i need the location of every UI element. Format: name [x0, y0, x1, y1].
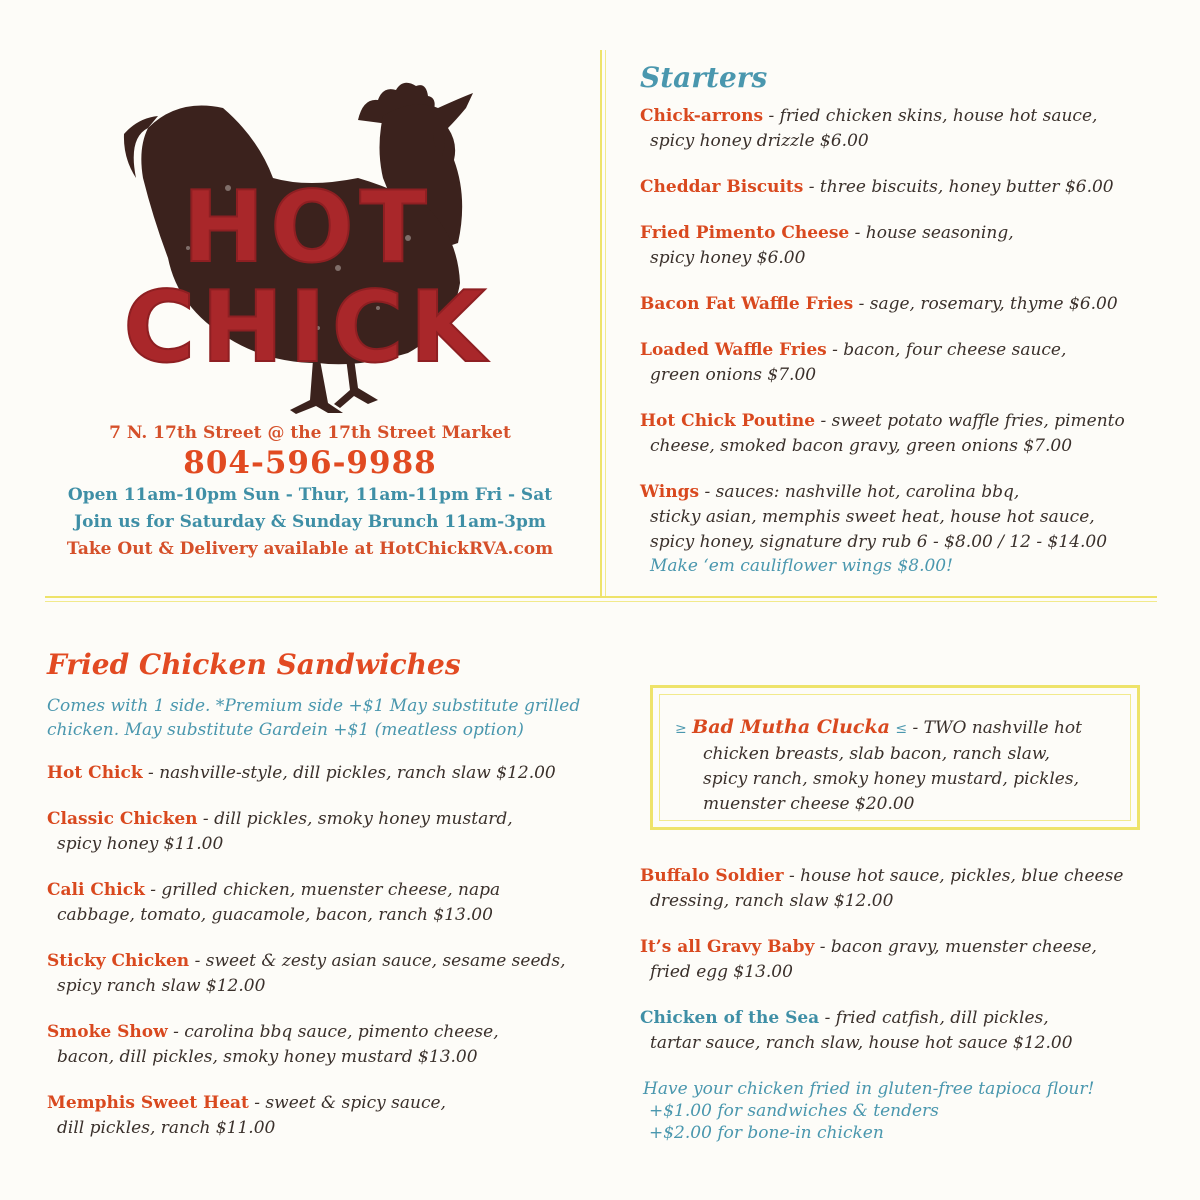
item-desc: cabbage, tomato, guacamole, bacon, ranch $13.00: [57, 905, 493, 925]
item-name: Hot Chick Poutine: [640, 411, 816, 431]
item-name: Smoke Show: [47, 1022, 168, 1042]
item-desc: dressing, ranch slaw $12.00: [650, 891, 894, 911]
opening-hours: Open 11am-10pm Sun - Thur, 11am-11pm Fri - Sat: [67, 485, 553, 505]
item-desc: green onions $7.00: [650, 365, 817, 385]
list-item: [640, 935, 1180, 985]
item-name: Fried Pimento Cheese: [640, 223, 850, 243]
list-item: [640, 864, 1180, 914]
item-desc: - fried chicken skins, house hot sauce,: [763, 106, 1098, 126]
item-desc: chicken breasts, slab bacon, ranch slaw,: [703, 744, 1050, 764]
item-desc: - TWO nashville hot: [907, 718, 1082, 738]
item-name: Buffalo Soldier: [640, 866, 784, 886]
item-desc: spicy honey $6.00: [650, 248, 806, 268]
phone-number: 804-596-9988: [183, 445, 437, 481]
burst-left-icon: ≥: [675, 721, 687, 737]
gluten-free-note: [643, 1078, 1183, 1144]
item-desc: spicy ranch, smoky honey mustard, pickles,: [703, 769, 1079, 789]
item-desc: spicy honey drizzle $6.00: [650, 131, 869, 151]
vertical-divider: [600, 50, 602, 598]
item-desc: sticky asian, memphis sweet heat, house hot sauce,: [650, 507, 1095, 527]
starters-list: [640, 104, 1170, 598]
list-item: [47, 807, 612, 857]
item-desc: - house seasoning,: [849, 223, 1014, 243]
item-name: Sticky Chicken: [47, 951, 190, 971]
contact-info: [40, 422, 580, 563]
item-desc: - sweet & spicy sauce,: [248, 1093, 446, 1113]
item-name: Cali Chick: [47, 880, 145, 900]
item-desc: - three biscuits, honey butter $6.00: [803, 177, 1114, 197]
address: 7 N. 17th Street @ the 17th Street Market: [109, 423, 511, 443]
vertical-divider-inner: [605, 50, 606, 598]
item-name: Classic Chicken: [47, 809, 198, 829]
gluten-line: Have your chicken fried in gluten-free tapioca flour!: [643, 1079, 1095, 1099]
takeout-info: Take Out & Delivery available at HotChickRVA.com: [66, 539, 554, 559]
list-item: [640, 292, 1170, 317]
item-desc: spicy honey, signature dry rub 6 - $8.00 / 12 - $14.00: [650, 532, 1108, 552]
item-desc: - nashville-style, dill pickles, ranch slaw $12.00: [142, 763, 556, 783]
special-name: Bad Mutha Clucka: [692, 716, 890, 738]
gluten-line: +$1.00 for sandwiches & tenders: [649, 1101, 939, 1121]
item-desc: muenster cheese $20.00: [703, 794, 915, 814]
item-desc: - bacon, four cheese sauce,: [826, 340, 1067, 360]
item-desc: - sauces: nashville hot, carolina bbq,: [699, 482, 1020, 502]
item-desc: - dill pickles, smoky honey mustard,: [197, 809, 513, 829]
list-item: [640, 480, 1170, 577]
item-note: Make ‘em cauliflower wings $8.00!: [650, 556, 953, 576]
item-desc: dill pickles, ranch $11.00: [57, 1118, 276, 1138]
list-item: [47, 1091, 612, 1141]
item-desc: cheese, smoked bacon gravy, green onions $7.00: [650, 436, 1073, 456]
item-name: It’s all Gravy Baby: [640, 937, 815, 957]
list-item: [47, 878, 612, 928]
special-item: [675, 715, 1135, 817]
item-desc: - fried catfish, dill pickles,: [819, 1008, 1049, 1028]
item-name: Cheddar Biscuits: [640, 177, 804, 197]
list-item: [47, 949, 612, 999]
item-desc: bacon, dill pickles, smoky honey mustard $13.00: [57, 1047, 478, 1067]
brunch-hours: Join us for Saturday & Sunday Brunch 11am-3pm: [74, 512, 546, 532]
item-desc: spicy honey $11.00: [57, 834, 224, 854]
list-item: [640, 221, 1170, 271]
item-desc: - grilled chicken, muenster cheese, napa: [144, 880, 501, 900]
list-item: [47, 761, 612, 786]
list-item: [640, 338, 1170, 388]
list-item: [640, 104, 1170, 154]
gluten-line: +$2.00 for bone-in chicken: [649, 1123, 884, 1143]
item-name: Chicken of the Sea: [640, 1008, 820, 1028]
sandwiches-list-left: [47, 761, 612, 1162]
sandwiches-list-right: [640, 864, 1180, 1077]
sandwiches-heading: Fried Chicken Sandwiches: [47, 648, 461, 681]
item-desc: tartar sauce, ranch slaw, house hot sauce $12.00: [650, 1033, 1073, 1053]
item-desc: - sweet & zesty asian sauce, sesame seeds,: [189, 951, 566, 971]
item-desc: - bacon gravy, muenster cheese,: [814, 937, 1097, 957]
sandwiches-intro: [47, 694, 607, 742]
list-item: [640, 1006, 1180, 1056]
list-item: [640, 175, 1170, 200]
item-desc: - sweet potato waffle fries, pimento: [815, 411, 1125, 431]
item-name: Bacon Fat Waffle Fries: [640, 294, 854, 314]
item-name: Chick-arrons: [640, 106, 764, 126]
starters-heading: Starters: [640, 61, 768, 94]
item-name: Wings: [640, 482, 700, 502]
item-desc: - carolina bbq sauce, pimento cheese,: [167, 1022, 499, 1042]
item-desc: - sage, rosemary, thyme $6.00: [853, 294, 1118, 314]
logo-title: HOT CHICK: [123, 171, 492, 385]
horizontal-divider-inner: [45, 601, 1157, 602]
item-name: Loaded Waffle Fries: [640, 340, 827, 360]
item-desc: spicy ranch slaw $12.00: [57, 976, 266, 996]
list-item: [47, 1020, 612, 1070]
item-desc: fried egg $13.00: [650, 962, 793, 982]
list-item: [640, 409, 1170, 459]
intro-line: chicken. May substitute Gardein +$1 (meatless option): [47, 720, 524, 740]
burst-right-icon: ≤: [895, 721, 908, 737]
intro-line: Comes with 1 side. *Premium side +$1 May substitute grilled: [47, 696, 581, 716]
item-desc: - house hot sauce, pickles, blue cheese: [783, 866, 1124, 886]
item-name: Hot Chick: [47, 763, 143, 783]
item-name: Memphis Sweet Heat: [47, 1093, 249, 1113]
